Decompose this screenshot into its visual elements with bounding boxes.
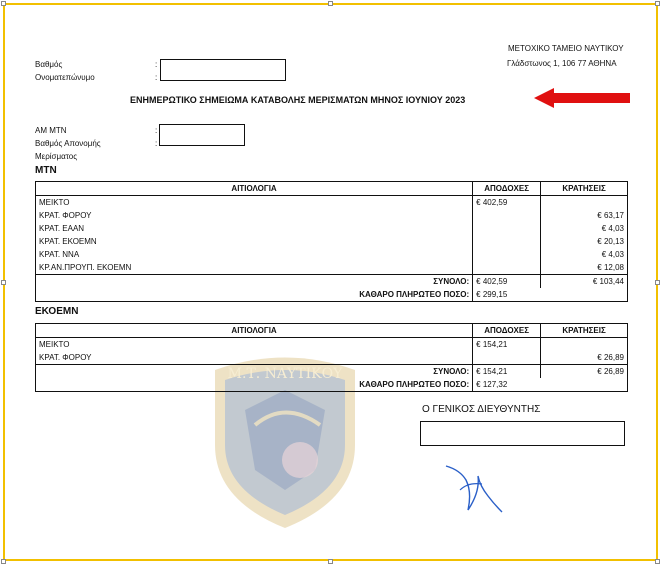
- total-earnings: € 402,59: [473, 275, 541, 289]
- row-description: ΚΡΑΤ. ΕΑΑΝ: [36, 222, 473, 235]
- table-row: [36, 222, 628, 235]
- rank-label: Βαθμός: [35, 60, 63, 69]
- table-row: [36, 235, 628, 248]
- row-deductions: [541, 338, 628, 352]
- row-earnings: [473, 248, 541, 261]
- total-deductions: € 26,89: [541, 365, 628, 379]
- row-description: ΚΡΑΤ. ΦΟΡΟΥ: [36, 351, 473, 365]
- row-earnings: [473, 235, 541, 248]
- ekoemn-table: [35, 323, 628, 392]
- table-header-row: [36, 324, 628, 338]
- row-earnings: [473, 209, 541, 222]
- table-row: [36, 261, 628, 275]
- row-description: ΚΡΑΤ. ΝΝΑ: [36, 248, 473, 261]
- total-label: ΣΥΝΟΛΟ:: [36, 365, 473, 379]
- sender-org: ΜΕΤΟΧΙΚΟ ΤΑΜΕΙΟ ΝΑΥΤΙΚΟΥ: [508, 44, 624, 53]
- table-row: [36, 248, 628, 261]
- row-description: ΚΡ.ΑΝ.ΠΡΟΥΠ. ΕΚΟΕΜΝ: [36, 261, 473, 275]
- net-label: ΚΑΘΑΡΟ ΠΛΗΡΩΤΕΟ ΠΟΣΟ:: [36, 378, 473, 392]
- total-row: [36, 365, 628, 379]
- row-deductions: [541, 196, 628, 210]
- row-deductions: € 4,03: [541, 248, 628, 261]
- net-amount: € 127,32: [473, 378, 541, 392]
- header-deductions: ΚΡΑΤΗΣΕΙΣ: [541, 182, 628, 196]
- net-row: [36, 378, 628, 392]
- mtn-section-title: ΜΤΝ: [35, 165, 57, 176]
- row-deductions: € 26,89: [541, 351, 628, 365]
- row-earnings: [473, 351, 541, 365]
- recipient-name-field: [160, 59, 286, 81]
- director-signature-field: [420, 421, 625, 446]
- table-row: [36, 338, 628, 352]
- row-deductions: € 4,03: [541, 222, 628, 235]
- row-earnings: € 402,59: [473, 196, 541, 210]
- row-deductions: € 20,13: [541, 235, 628, 248]
- header-earnings: ΑΠΟΔΟΧΕΣ: [473, 182, 541, 196]
- red-arrow-icon: [534, 88, 632, 108]
- name-colon: :: [155, 73, 158, 82]
- net-empty: [541, 378, 628, 392]
- total-earnings: € 154,21: [473, 365, 541, 379]
- name-label: Ονοματεπώνυμο: [35, 73, 95, 82]
- header-earnings: ΑΠΟΔΟΧΕΣ: [473, 324, 541, 338]
- header-description: ΑΙΤΙΟΛΟΓΙΑ: [36, 324, 473, 338]
- watermark-text: Μ.Τ. ΝΑΥΤΙΚΟΥ: [227, 366, 343, 382]
- total-row: [36, 275, 628, 289]
- handwritten-signature: [438, 452, 508, 522]
- row-description: ΜΕΙΚΤΟ: [36, 338, 473, 352]
- row-earnings: [473, 261, 541, 275]
- ekoemn-section-title: ΕΚΟΕΜΝ: [35, 306, 79, 317]
- total-label: ΣΥΝΟΛΟ:: [36, 275, 473, 289]
- am-colon: :: [155, 126, 158, 135]
- table-header-row: [36, 182, 628, 196]
- table-row: [36, 209, 628, 222]
- net-amount: € 299,15: [473, 288, 541, 302]
- director-title: Ο ΓΕΝΙΚΟΣ ΔΙΕΥΘΥΝΤΗΣ: [422, 404, 541, 415]
- header-deductions: ΚΡΑΤΗΣΕΙΣ: [541, 324, 628, 338]
- net-empty: [541, 288, 628, 302]
- net-label: ΚΑΘΑΡΟ ΠΛΗΡΩΤΕΟ ΠΟΣΟ:: [36, 288, 473, 302]
- member-id-field: [159, 124, 245, 146]
- row-earnings: € 154,21: [473, 338, 541, 352]
- row-description: ΜΕΙΚΤΟ: [36, 196, 473, 210]
- share-label: Μερίσματος: [35, 152, 78, 161]
- rank-retire-label: Βαθμός Απονομής: [35, 139, 101, 148]
- sender-address: Γλάδστωνος 1, 106 77 ΑΘΗΝΑ: [507, 59, 617, 68]
- document-title: ΕΝΗΜΕΡΩΤΙΚΟ ΣΗΜΕΙΩΜΑ ΚΑΤΑΒΟΛΗΣ ΜΕΡΙΣΜΑΤΩΝ ΜΗΝΟΣ ΙΟΥΝΙΟΥ 2023: [130, 95, 466, 105]
- am-label: ΑΜ ΜΤΝ: [35, 126, 67, 135]
- row-earnings: [473, 222, 541, 235]
- rank-colon: :: [155, 60, 158, 69]
- mtn-table: [35, 181, 628, 302]
- header-description: ΑΙΤΙΟΛΟΓΙΑ: [36, 182, 473, 196]
- row-deductions: € 63,17: [541, 209, 628, 222]
- total-deductions: € 103,44: [541, 275, 628, 289]
- net-row: [36, 288, 628, 302]
- table-row: [36, 196, 628, 210]
- row-description: ΚΡΑΤ. ΦΟΡΟΥ: [36, 209, 473, 222]
- row-description: ΚΡΑΤ. ΕΚΟΕΜΝ: [36, 235, 473, 248]
- table-row: [36, 351, 628, 365]
- row-deductions: € 12,08: [541, 261, 628, 275]
- rank-retire-colon: :: [155, 139, 158, 148]
